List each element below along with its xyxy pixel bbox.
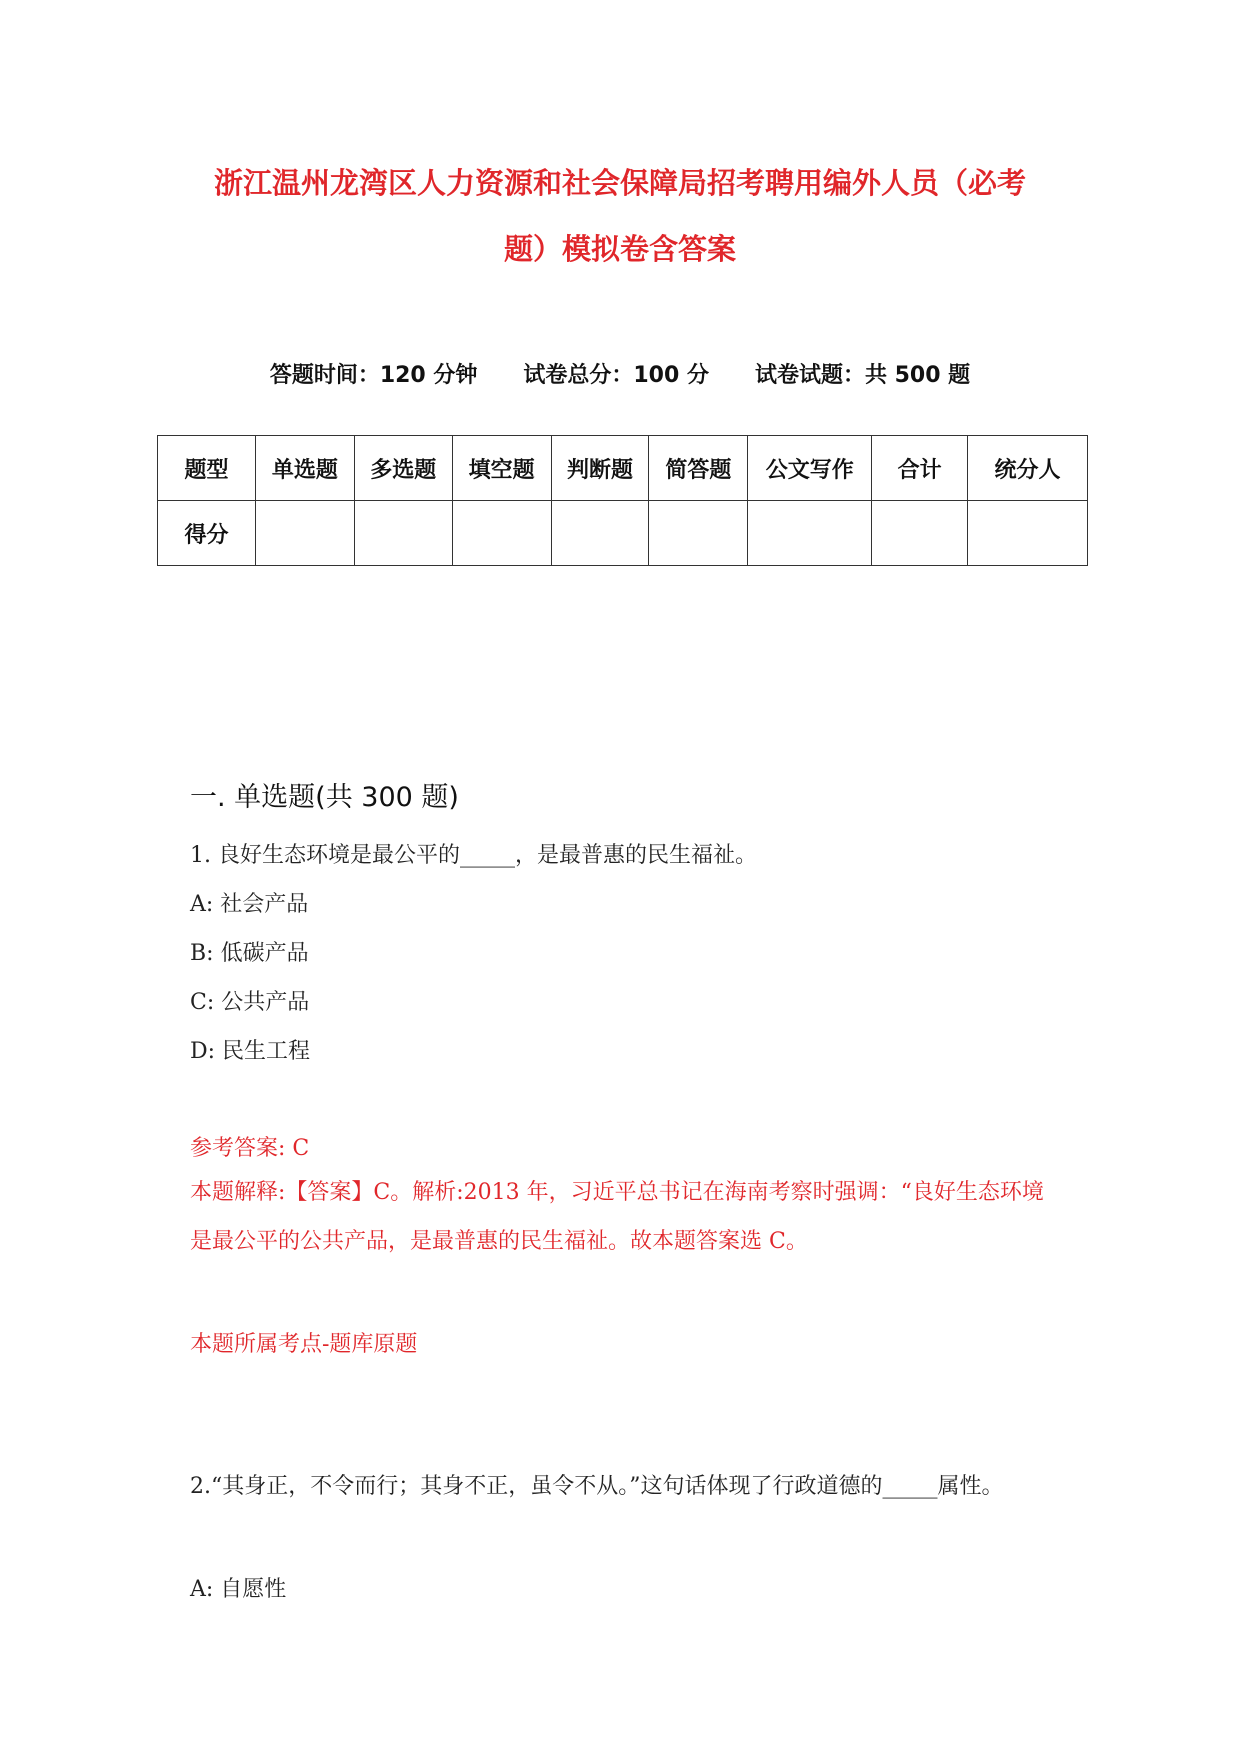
score-table-header-row bbox=[158, 436, 1088, 501]
score-table-header: 判断题 bbox=[551, 436, 649, 501]
score-row-label: 得分 bbox=[158, 501, 256, 566]
score-table-row bbox=[158, 501, 1088, 566]
exam-total-score: 试卷总分：100 分 bbox=[523, 363, 709, 388]
score-cell[interactable] bbox=[255, 501, 354, 566]
exam-question-count: 试卷试题：共 500 题 bbox=[754, 363, 971, 388]
score-cell[interactable] bbox=[354, 501, 452, 566]
question-stem: 1. 良好生态环境是最公平的_____，是最普惠的民生福祉。 bbox=[190, 843, 757, 868]
exam-meta bbox=[0, 358, 1240, 389]
exam-time: 答题时间：120 分钟 bbox=[269, 363, 478, 388]
document-title: 浙江温州龙湾区人力资源和社会保障局招考聘用编外人员（必考题）模拟卷含答案 bbox=[213, 166, 1026, 266]
answer-explanation: 本题解释:【答案】C。解析:2013 年，习近平总书记在海南考察时强调：“良好生态环境是最公平的公共产品，是最普惠的民生福祉。故本题答案选 C。 bbox=[190, 1180, 1044, 1254]
option-b: B: 低碳产品 bbox=[190, 941, 309, 966]
score-table-header: 公文写作 bbox=[748, 436, 872, 501]
score-table-header: 填空题 bbox=[452, 436, 551, 501]
score-table-header: 统分人 bbox=[968, 436, 1088, 501]
reference-answer: 参考答案: C bbox=[190, 1136, 310, 1161]
score-cell[interactable] bbox=[551, 501, 649, 566]
option-a: A: 社会产品 bbox=[190, 892, 309, 917]
option-c: C: 公共产品 bbox=[190, 990, 310, 1015]
score-table-header: 题型 bbox=[158, 436, 256, 501]
score-cell[interactable] bbox=[649, 501, 748, 566]
knowledge-point: 本题所属考点-题库原题 bbox=[190, 1332, 418, 1357]
score-table-header: 合计 bbox=[872, 436, 968, 501]
score-table-header: 简答题 bbox=[649, 436, 748, 501]
score-table bbox=[157, 435, 1088, 566]
question-stem: 2.“其身正，不令而行；其身不正，虽令不从。”这句话体现了行政道德的_____属性。 bbox=[190, 1474, 1004, 1499]
score-table-header: 多选题 bbox=[354, 436, 452, 501]
section-title: 一. 单选题(共 300 题) bbox=[190, 782, 459, 813]
score-table-header: 单选题 bbox=[255, 436, 354, 501]
score-cell[interactable] bbox=[748, 501, 872, 566]
score-cell[interactable] bbox=[452, 501, 551, 566]
score-cell[interactable] bbox=[968, 501, 1088, 566]
option-d: D: 民生工程 bbox=[190, 1039, 311, 1064]
option-a: A: 自愿性 bbox=[190, 1577, 287, 1602]
score-cell[interactable] bbox=[872, 501, 968, 566]
